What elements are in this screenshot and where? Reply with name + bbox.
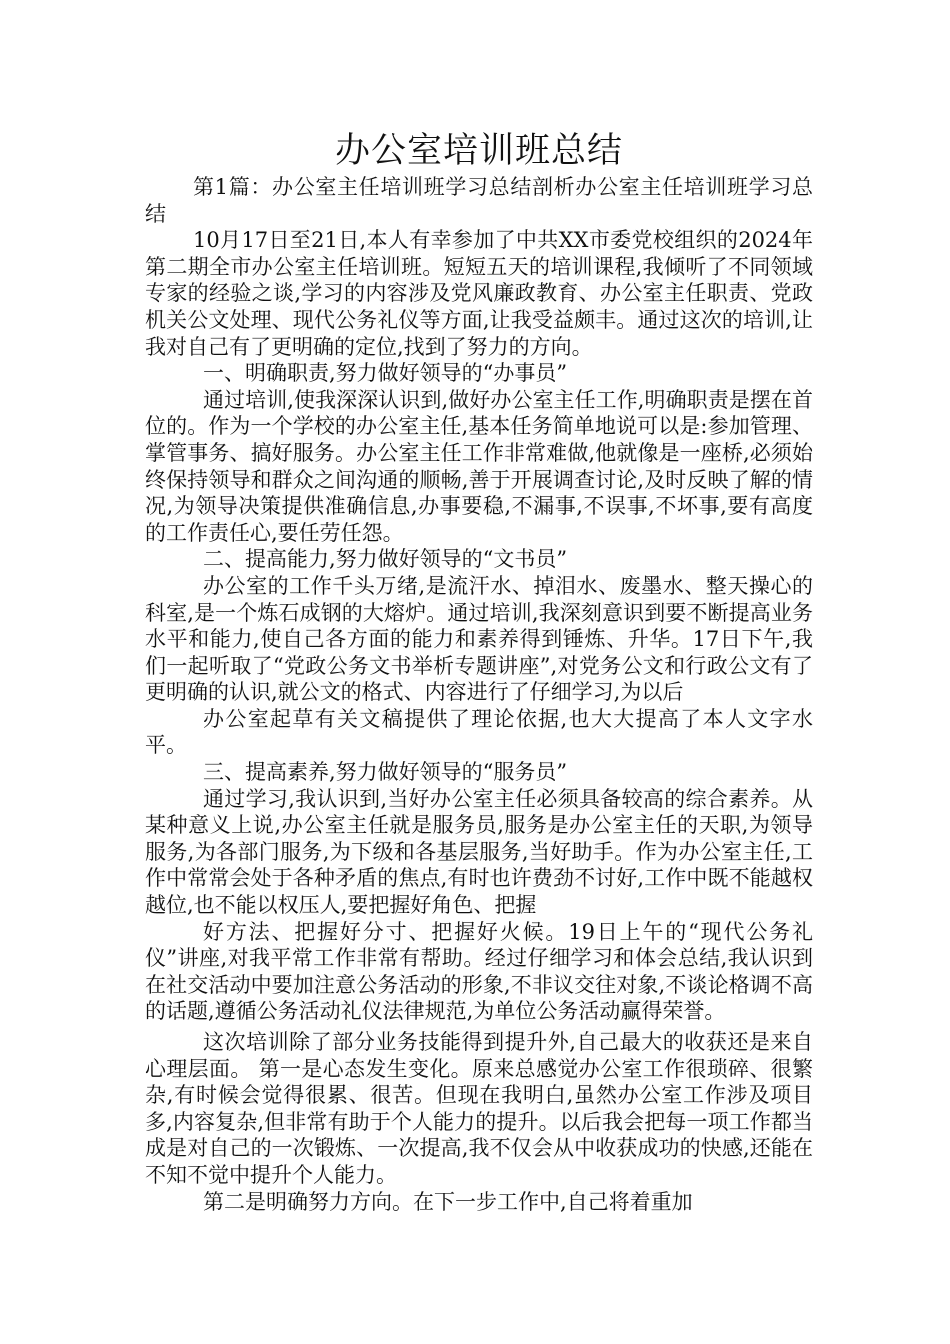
document-title: 办公室培训班总结 [334, 131, 623, 171]
section-heading-3: 三、提高素养,努力做好领导的“服务员” [203, 760, 568, 785]
paragraph-section-2-cont: 办公室起草有关文稿提供了理论依据,也大大提高了本人文字水平。 [145, 706, 813, 758]
document-subtitle: 第1篇：办公室主任培训班学习总结剖析办公室主任培训班学习总结 [145, 175, 813, 226]
paragraph-intro: 10月17日至21日,本人有幸参加了中共XX市委党校组织的2024年第二期全市办公室主任培训班。短短五天的培训课程,我倾听了不同领域专家的经验之谈,学习的内容涉及党风廉政教育、办公室主任职责、党政机关公文处理、现代公务礼仪等方面,让我受益颇丰。通过这次的培训,让我对自己有了更明确的定位,找到了努力的方向。 [145, 228, 813, 359]
paragraph-direction: 第二是明确努力方向。在下一步工作中,自己将着重加 [203, 1189, 693, 1214]
paragraph-section-3-cont: 好方法、把握好分寸、把握好火候。19日上午的“现代公务礼仪”讲座,对我平常工作非常有帮助。经过仔细学习和体会总结,我认识到在社交活动中要加注意公务活动的形象,不非议交往对象,不谈论格调不高的话题,遵循公务活动礼仪法律规范,为单位公务活动赢得荣誉。 [145, 919, 813, 1024]
paragraph-section-2: 办公室的工作千头万绪,是流汗水、掉泪水、废墨水、整天操心的科室,是一个炼石成钢的大熔炉。通过培训,我深刻意识到要不断提高业务水平和能力,使自己各方面的能力和素养得到锤炼、升华。17日下午,我们一起听取了“党政公务文书举析专题讲座”,对党务公文和行政公文有了更明确的认识,就公文的格式、内容进行了仔细学习,为以后 [145, 573, 813, 705]
paragraph-section-1: 通过培训,使我深深认识到,做好办公室主任工作,明确职责是摆在首位的。作为一个学校的办公室主任,基本任务简单地说可以是:参加管理、掌管事务、搞好服务。办公室主任工作非常难做,他就像是一座桥,必须始终保持领导和群众之间沟通的顺畅,善于开展调查讨论,及时反映了解的情况,为领导决策提供准确信息,办事要稳,不漏事,不误事,不坏事,要有高度的工作责任心,要任劳任怨。 [145, 387, 813, 545]
paragraph-reflection: 这次培训除了部分业务技能得到提升外,自己最大的收获还是来自心理层面。 第一是心态发生变化。原来总感觉办公室工作很琐碎、很繁杂,有时候会觉得很累、很苦。但现在我明白,虽然办公室工作涉及项目多,内容复杂,但非常有助于个人能力的提升。以后我会把每一项工作都当成是对自己的一次锻炼、一次提高,我不仅会从中收获成功的快感,还能在不知不觉中提升个人能力。 [145, 1030, 813, 1187]
document-page [145, 128, 813, 1215]
paragraph-section-3: 通过学习,我认识到,当好办公室主任必须具备较高的综合素养。从某种意义上说,办公室主任就是服务员,服务是办公室主任的天职,为领导服务,为各部门服务,为下级和各基层服务,当好助手。作为办公室主任,工作中常常会处于各种矛盾的焦点,有时也许费劲不讨好,工作中既不能越权越位,也不能以权压人,要把握好角色、把握 [145, 786, 813, 918]
section-heading-1: 一、明确职责,努力做好领导的“办事员” [203, 361, 568, 386]
section-heading-2: 二、提高能力,努力做好领导的“文书员” [203, 547, 568, 572]
